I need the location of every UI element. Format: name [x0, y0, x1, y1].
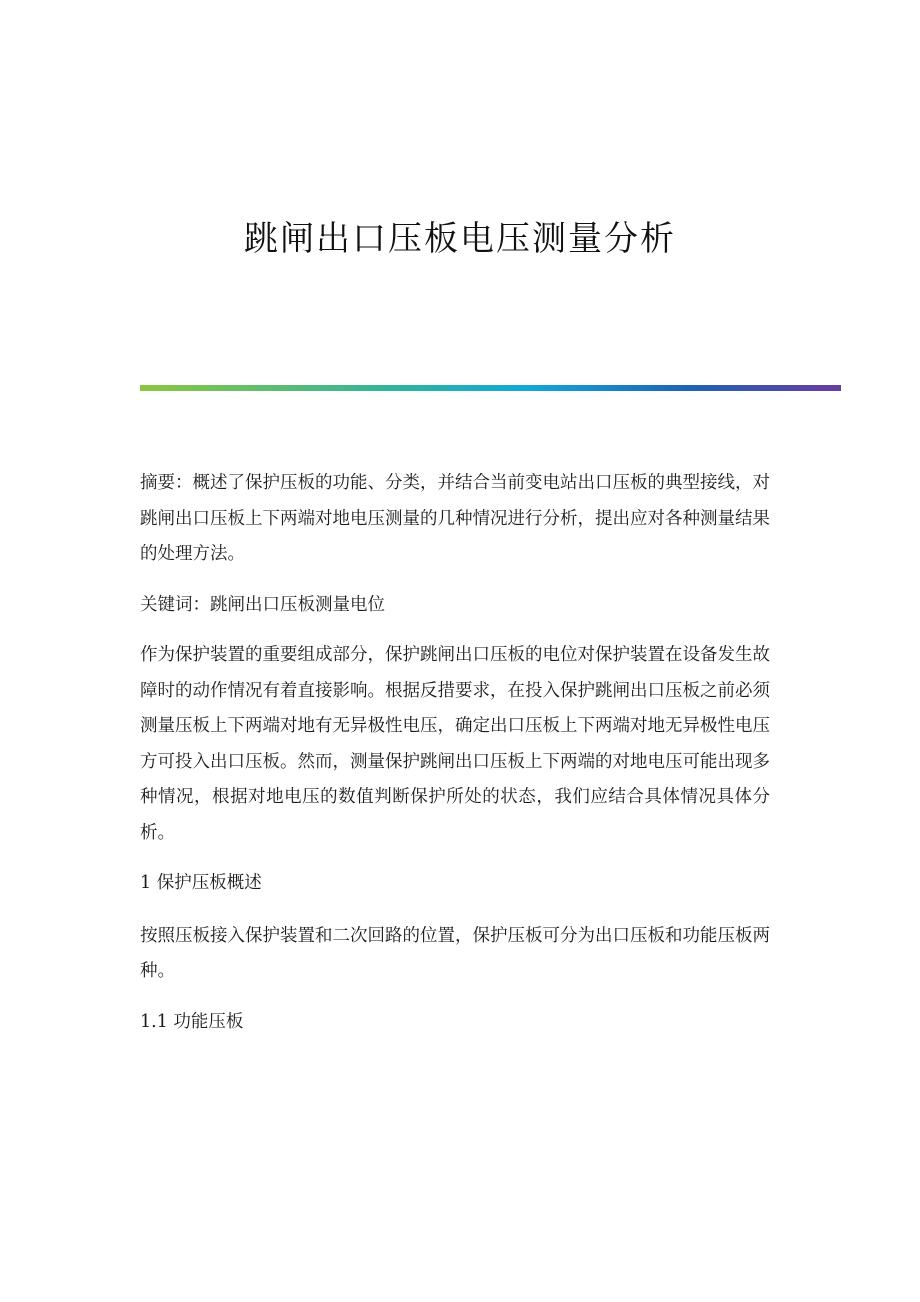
document-title: 跳闸出口压板电压测量分析 — [244, 219, 676, 259]
section-heading-1-1: 1.1 功能压板 — [140, 1011, 244, 1032]
title-divider — [140, 385, 841, 391]
document-body — [140, 466, 770, 1057]
section-heading-1: 1 保护压板概述 — [140, 873, 262, 893]
section-1-paragraph: 按照压板接入保护装置和二次回路的位置，保护压板可分为出口压板和功能压板两种。 — [140, 925, 770, 981]
abstract-paragraph: 摘要：概述了保护压板的功能、分类，并结合当前变电站出口压板的典型接线，对跳闸出口压板上下两端对地电压测量的几种情况进行分析，提出应对各种测量结果的处理方法。 — [140, 473, 770, 564]
intro-paragraph: 作为保护装置的重要组成部分，保护跳闸出口压板的电位对保护装置在设备发生故障时的动作情况有着直接影响。根据反措要求，在投入保护跳闸出口压板之前必须测量压板上下两端对地有无异极性电压，确定出口压板上下两端对地无异极性电压方可投入出口压板。然而，测量保护跳闸出口压板上下两端的对地电压可能出现多种情况，根据对地电压的数值判断保护所处的状态，我们应结合具体情况具体分析。 — [140, 645, 770, 843]
keywords-paragraph: 关键词：跳闸出口压板测量电位 — [140, 594, 385, 615]
